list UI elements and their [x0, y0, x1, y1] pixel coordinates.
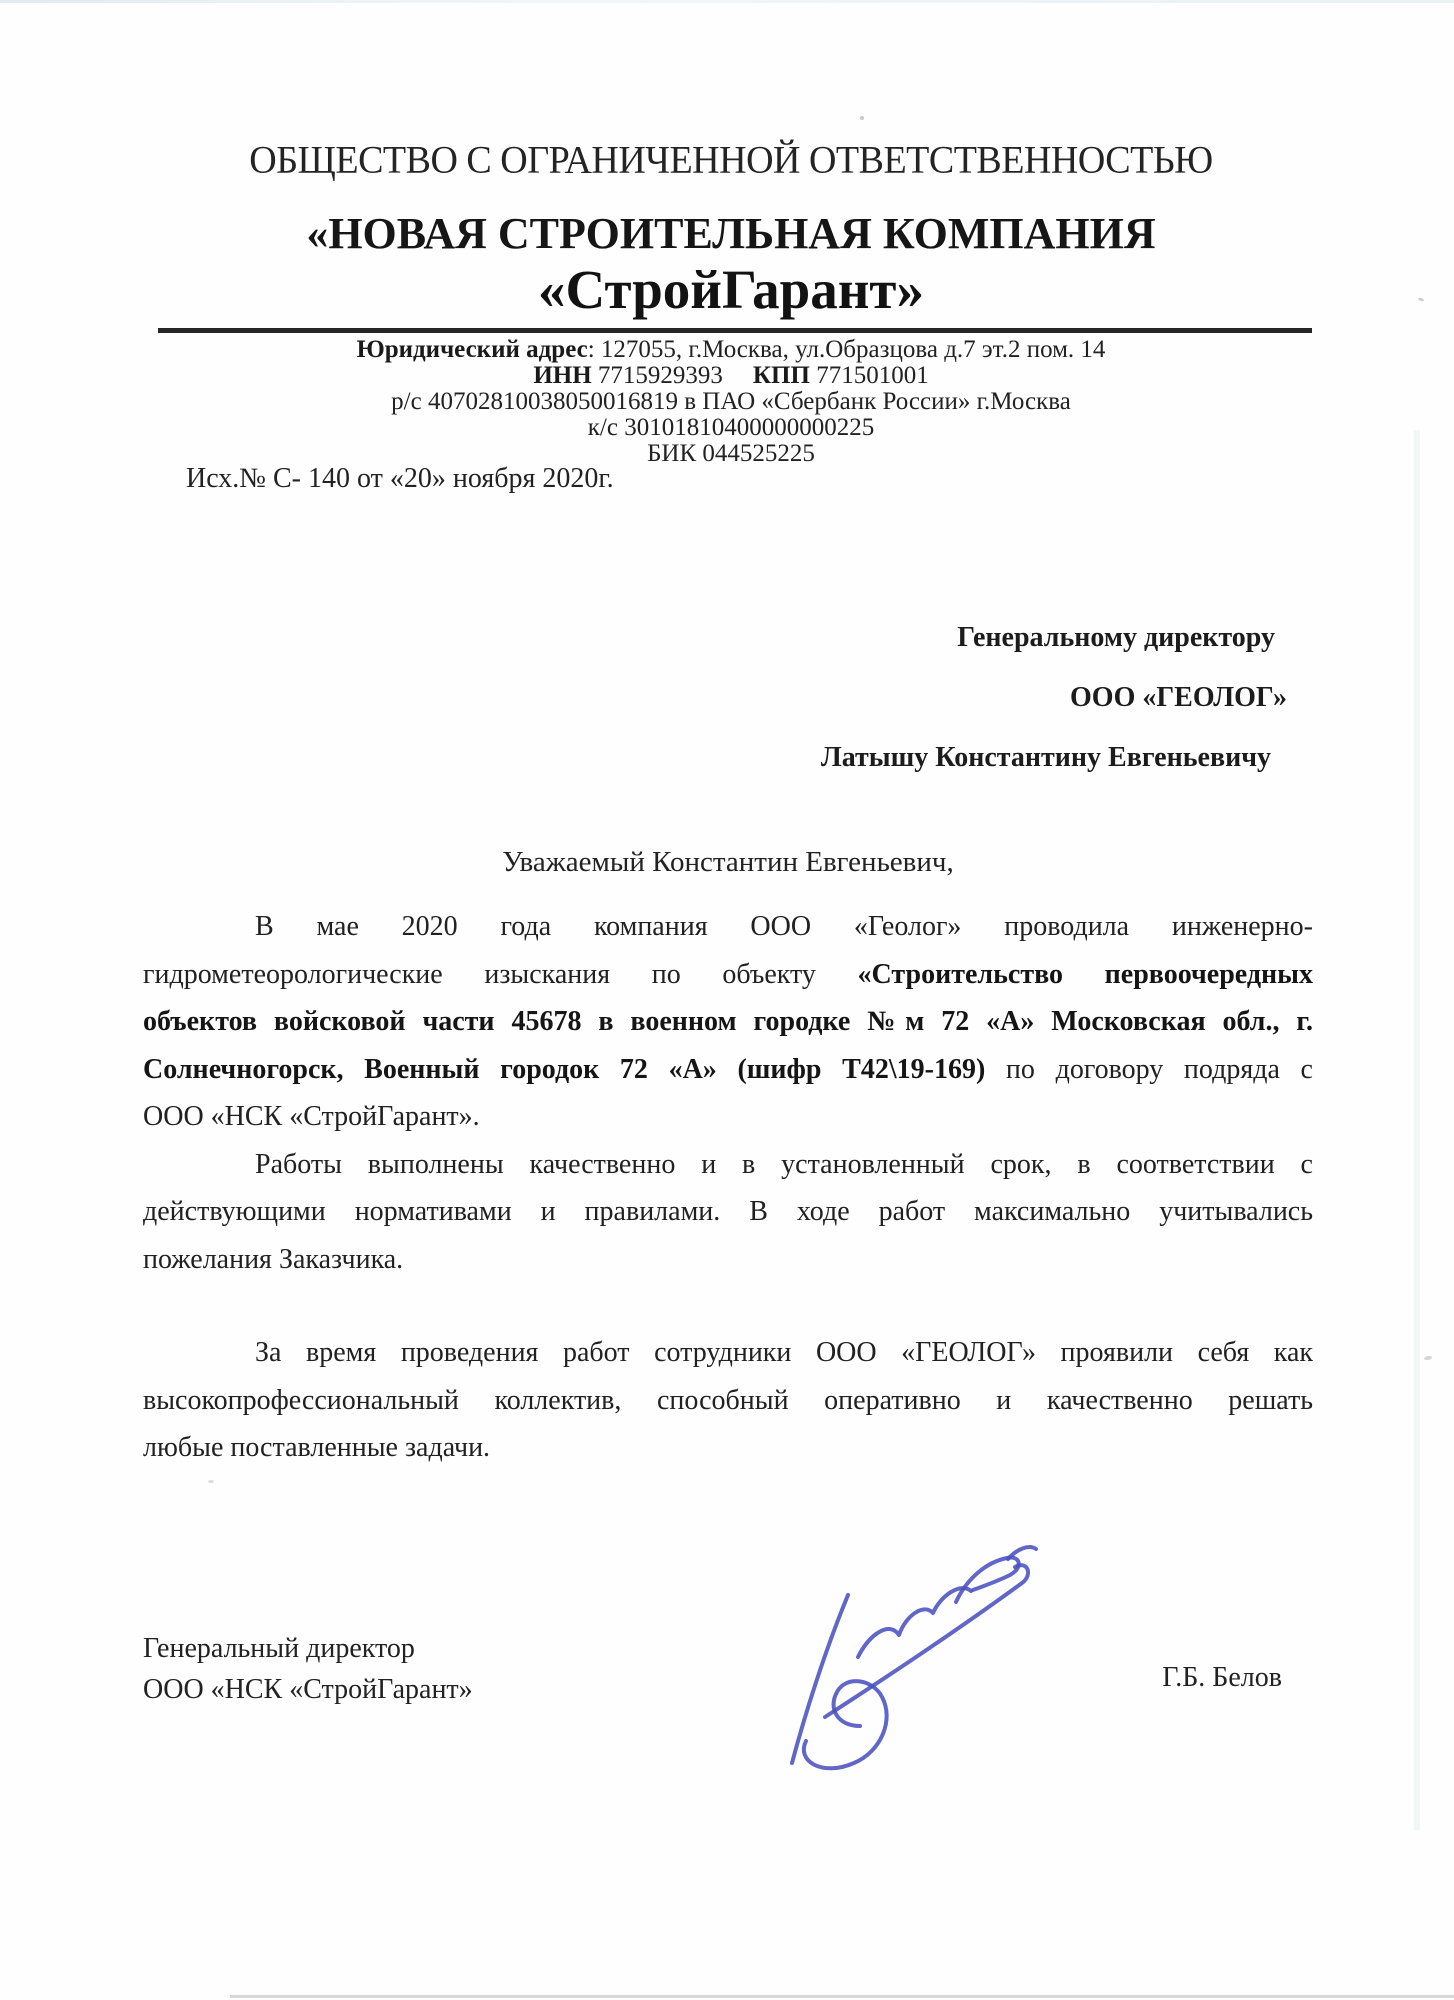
scan-band-right	[1414, 430, 1420, 1830]
body-text-segment: Работы выполнены качественно и в установленный срок, в соответствии с	[255, 1148, 1313, 1180]
body-line	[143, 1046, 1313, 1094]
company-name-line1: «НОВАЯ СТРОИТЕЛЬНАЯ КОМПАНИЯ	[306, 209, 1156, 258]
body-paragraph	[143, 903, 1313, 1141]
body-text-segment: За время проведения работ сотрудники ООО «ГЕОЛОГ» проявили себя как	[255, 1337, 1313, 1368]
body-text-segment: «Строительство первоочередных	[857, 958, 1313, 990]
signer-title-line2: ООО «НСК «СтройГарант»	[143, 1674, 473, 1705]
salutation-line: Уважаемый Константин Евгеньевич,	[502, 846, 954, 878]
recipient-name: Латышу Константину Евгеньевичу	[820, 742, 1271, 773]
letter-body	[143, 903, 1313, 1472]
body-paragraph	[143, 1329, 1313, 1472]
body-text-segment: пожелания Заказчика.	[143, 1243, 404, 1275]
body-text-segment: гидрометеорологические изыскания по объекту	[143, 958, 858, 990]
body-line	[143, 951, 1313, 999]
correspondent-account-line: к/с 30101810400000000225	[587, 414, 875, 441]
legal-address-value: : 127055, г.Москва, ул.Образцова д.7 эт.2 пом. 14	[587, 336, 1106, 363]
scan-speck	[1424, 1355, 1433, 1361]
body-text-segment: действующими нормативами и правилами. В ходе работ максимально учитывались	[143, 1196, 1313, 1227]
body-line	[143, 1424, 1313, 1472]
body-line	[143, 1236, 1313, 1284]
body-line	[143, 1329, 1313, 1377]
scan-speck	[1418, 297, 1425, 302]
recipient-block	[747, 608, 1287, 788]
scan-speck	[860, 116, 864, 120]
body-line	[143, 1093, 1313, 1141]
requisites-block	[150, 337, 1312, 467]
body-text-segment: любые поставленные задачи.	[143, 1432, 491, 1463]
body-line	[143, 1188, 1313, 1236]
handwritten-signature-ink	[770, 1505, 1050, 1775]
legal-address-line	[150, 337, 1312, 363]
body-text-segment: В мае 2020 года компания ООО «Геолог» проводила инженерно-	[255, 911, 1313, 942]
body-text-segment: Солнечногорск, Военный городок 72 «А» (шифр Т42\19-169)	[143, 1053, 986, 1085]
body-text-segment: ООО «НСК «СтройГарант».	[143, 1101, 480, 1132]
outgoing-reference-line: Исх.№ С- 140 от «20» ноября 2020г.	[186, 463, 614, 494]
scan-edge-top	[0, 0, 1454, 3]
signer-name: Г.Б. Белов	[1162, 1662, 1282, 1693]
company-name-line2: «СтройГарант»	[538, 259, 924, 320]
body-line	[143, 1141, 1313, 1189]
scan-speck	[208, 1480, 214, 1483]
body-text-segment: объектов войсковой части 45678 в военном городке №м 72 «А» Московская обл., г.	[143, 1006, 1313, 1037]
signer-title-block	[143, 1628, 473, 1710]
scan-edge-bottom	[230, 1995, 1454, 1998]
body-text-segment: по договору подряда с	[985, 1053, 1313, 1085]
body-line	[143, 903, 1313, 951]
letterhead-divider	[158, 328, 1312, 333]
body-paragraph	[143, 1141, 1313, 1284]
inn-value: 7715929393	[591, 362, 723, 389]
inn-label: ИНН	[533, 362, 592, 389]
org-type-line: ОБЩЕСТВО С ОГРАНИЧЕННОЙ ОТВЕТСТВЕННОСТЬЮ	[249, 138, 1213, 182]
body-line	[143, 1377, 1313, 1425]
bik-line: БИК 044525225	[647, 440, 815, 467]
kpp-value: 771501001	[809, 362, 929, 389]
kpp-label: КПП	[752, 362, 810, 389]
signer-title-line1: Генеральный директор	[143, 1633, 415, 1664]
body-line	[143, 998, 1313, 1046]
inn-kpp-line	[150, 363, 1312, 389]
recipient-position: Генеральному директору	[957, 622, 1275, 653]
settlement-account-line: р/с 40702810038050016819 в ПАО «Сбербанк России» г.Москва	[391, 388, 1071, 415]
legal-address-label: Юридический адрес	[356, 336, 588, 363]
body-text-segment: высокопрофессиональный коллектив, способный оперативно и качественно решать	[143, 1384, 1313, 1416]
recipient-company: ООО «ГЕОЛОГ»	[1070, 682, 1287, 713]
